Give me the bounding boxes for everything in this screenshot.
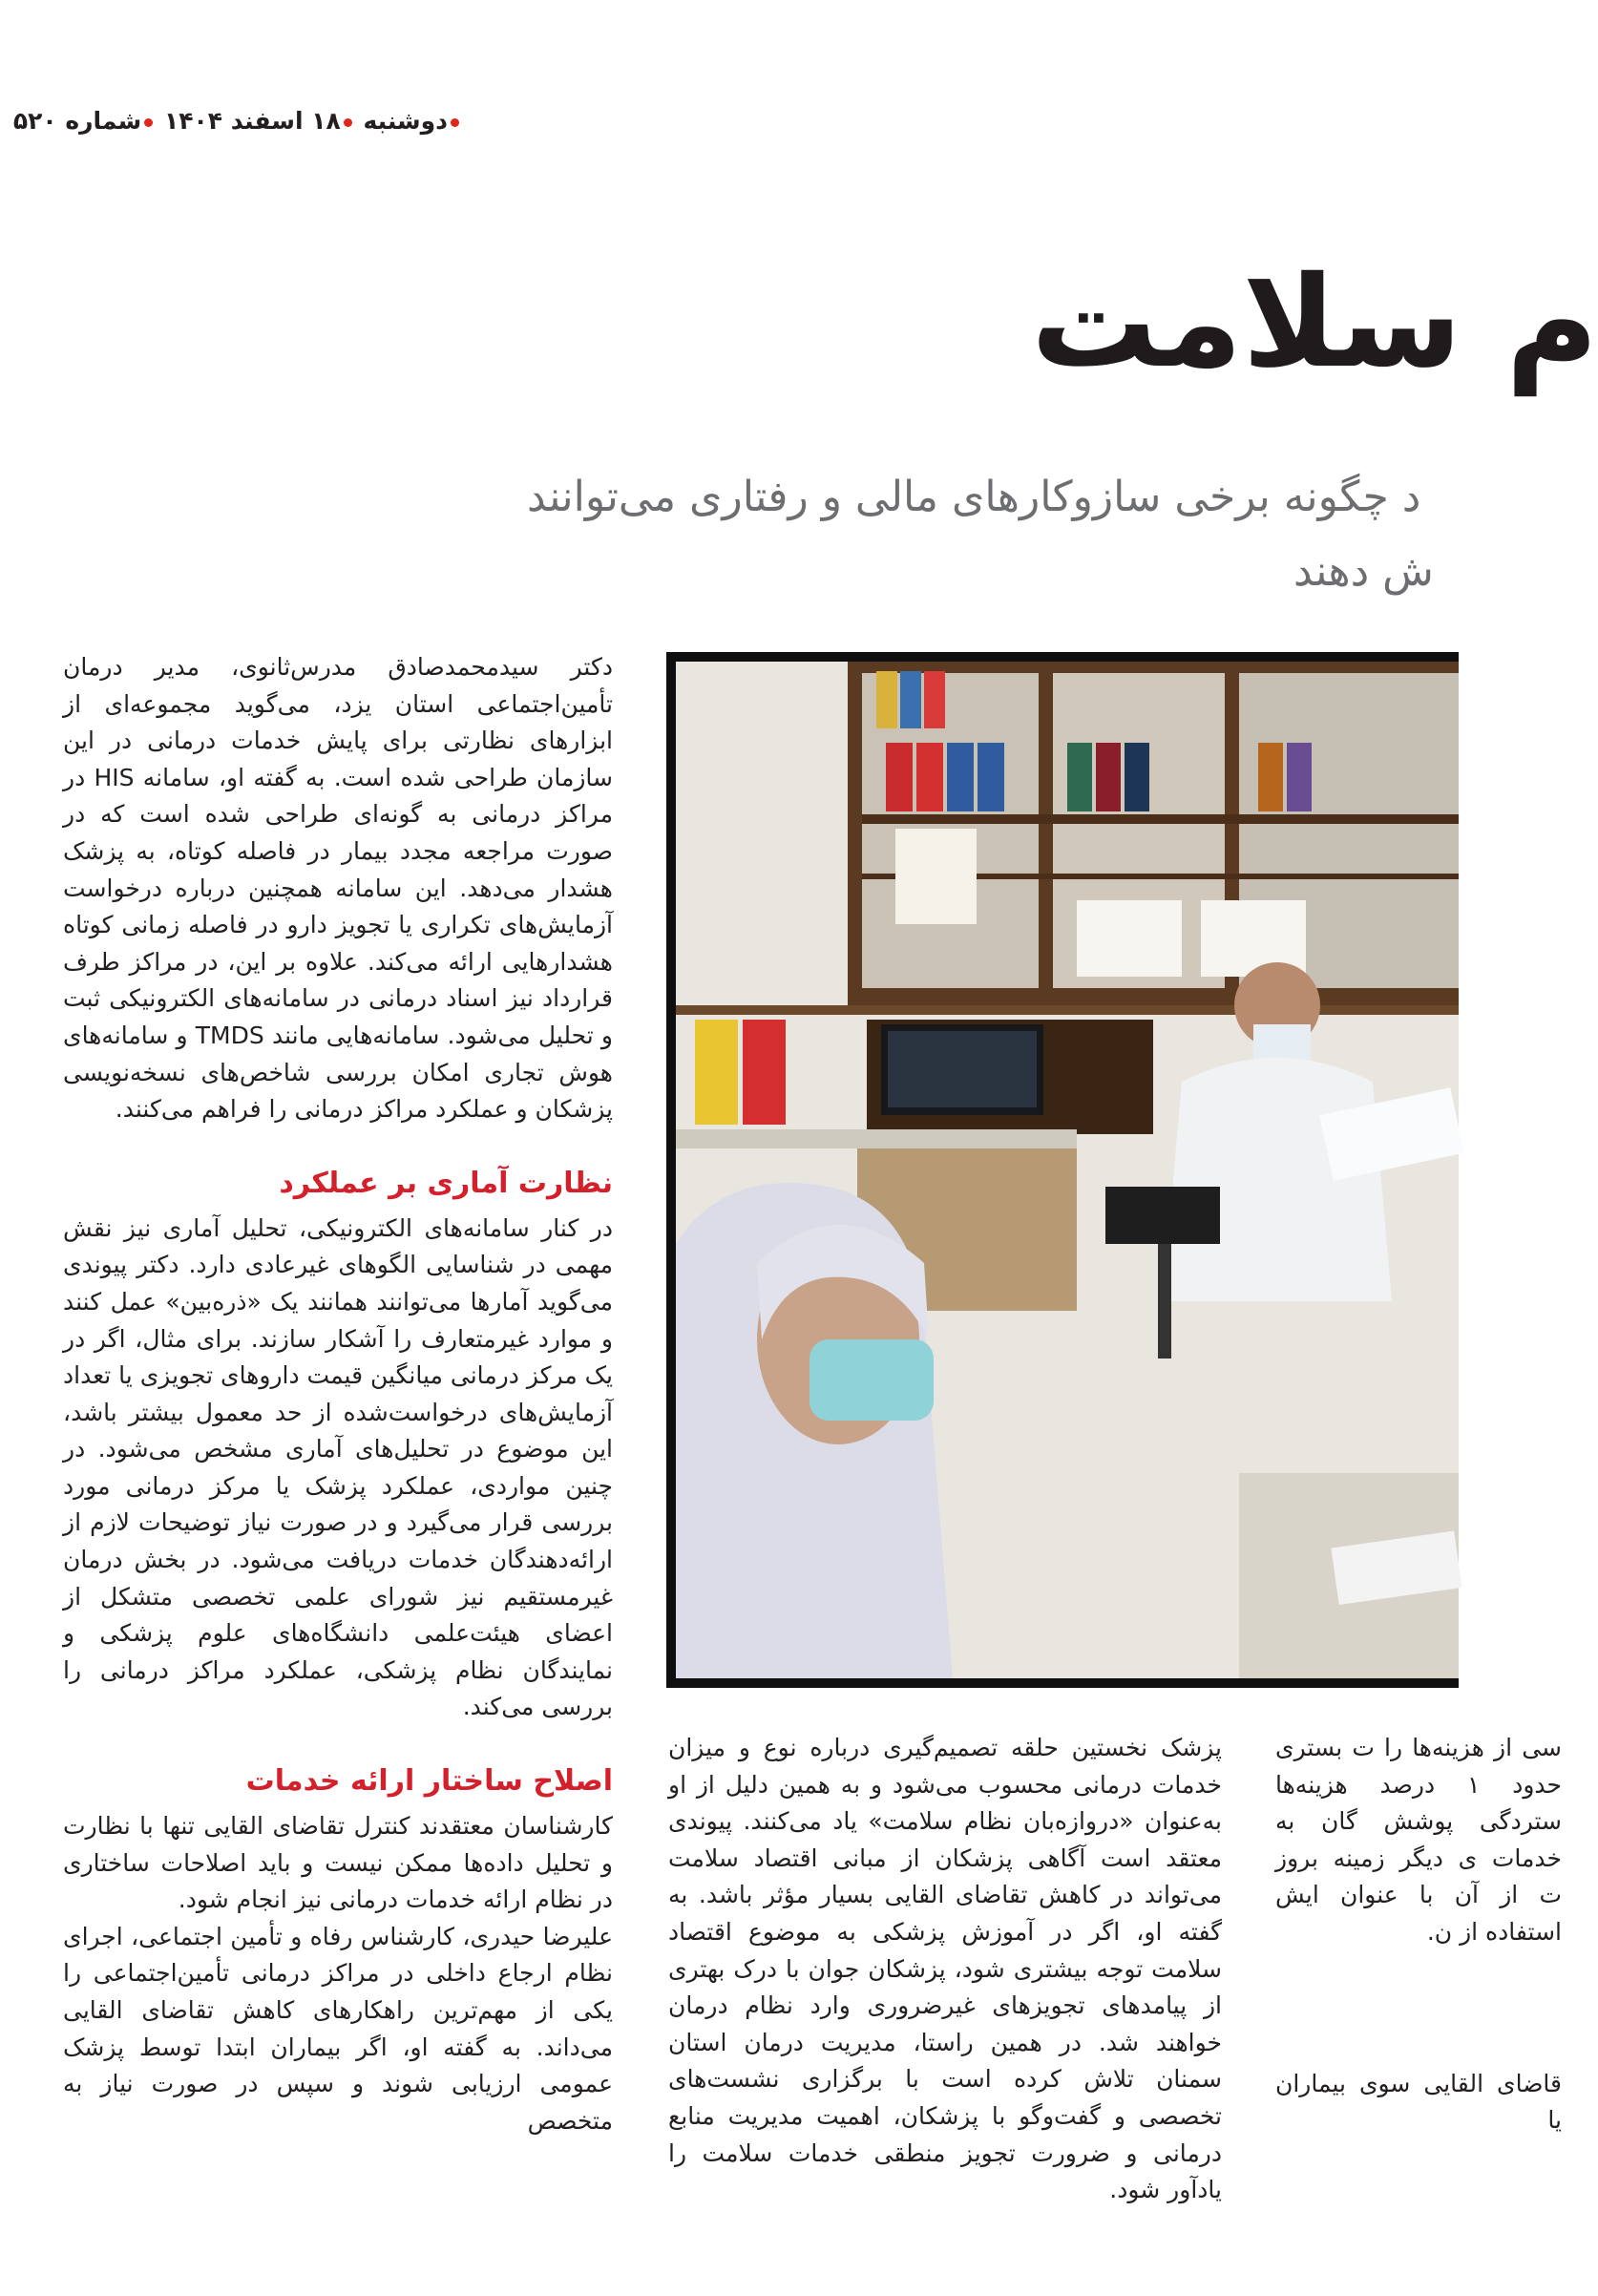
section-paragraph: علیرضا حیدری، کارشناس رفاه و تأمین اجتماعی، اجرای نظام ارجاع داخلی در مراکز درمانی تأمین‌اجتماعی را یکی از مهم‌ترین راهکارهای کاهش تقاضای القایی می‌داند. به گفته او، اگر بیماران ابتدا توسط پزشک عمومی ارزیابی شوند و سپس در صورت نیاز به متخصص: [63, 1922, 613, 2135]
dateline-day: دوشنبه: [363, 107, 448, 135]
photo-clinic-icon: [666, 652, 1459, 1688]
body-paragraph: قاضای القایی سوی بیماران یا: [1275, 2069, 1562, 2135]
clinic-photo: [666, 652, 1459, 1688]
body-paragraph: پزشک نخستین حلقه تصمیم‌گیری درباره نوع و میزان خدمات درمانی محسوب می‌شود و به همین دلیل از او به‌عنوان «دروازه‌بان نظام سلامت» یاد می‌کنند. پیوندی معتقد است آگاهی پزشکان از مبانی اقتصاد سلامت می‌تواند در کاهش تقاضای القایی بسیار مؤثر باشد. به گفته او، اگر در آموزش پزشکی به موضوع اقتصاد سلامت توجه بیشتری شود، پزشکان جوان با درک بهتری از پیامدهای تجویزهای غیرضروری وارد نظام درمان خواهند شد. در همین راستا، مدیریت درمان استان سمنان تلاش کرده است با برگزاری نشست‌های تخصصی و گفت‌وگو با پزشکان، اهمیت مدیریت منابع درمانی و ضرورت تجویز منطقی خدمات سلامت را یادآور شود.: [668, 1734, 1222, 2204]
bullet-icon: [451, 118, 459, 127]
body-paragraph: سی از هزینه‌ها را ت بستری حدود ۱ درصد هزینه‌ها سترد‌گی پوشش گان به خدمات ی دیگر زمینه بروز ت از آن با عنوان ایش استفاده از ن.: [1275, 1734, 1562, 1946]
intro-paragraph: دکتر سیدمحمدصادق مدرس‌ثانوی، مدیر درمان تأمین‌اجتماعی استان یزد، می‌گوید مجموعه‌ای از ابزارهای نظارتی برای پایش خدمات درمانی در این سازمان طراحی شده است. به گفته او، سامانه HIS در مراکز درمانی به گونه‌ای طراحی شده است که در صورت مراجعه مجدد بیمار در فاصله کوتاه، به پزشک هشدار می‌دهد. این سامانه همچنین درباره درخواست آزمایش‌های تکراری یا تجویز دارو در فاصله زمانی کوتاه هشدارهایی ارائه می‌کند. علاوه بر این، در مراکز طرف قرارداد نیز اسناد درمانی در سامانه‌های الکترونیکی ثبت و تحلیل می‌شود. سامانه‌هایی مانند TMDS و سامانه‌های هوش تجاری امکان بررسی شاخص‌های نسخه‌نویسی پزشکان و عملکرد مراکز درمانی را فراهم می‌کنند.: [63, 653, 613, 1124]
subheadline-line-1: د چگونه برخی سازوکارهای مالی و رفتاری می‌توانند: [527, 473, 1421, 521]
subheadline-line-2: ش دهند: [1293, 547, 1434, 596]
section-heading-structural-reform: اصلاح ساختار ارائه خدمات: [245, 1764, 613, 1799]
dateline-date: ۱۸ اسفند ۱۴۰۴: [163, 107, 341, 135]
section-paragraph: در کنار سامانه‌های الکترونیکی، تحلیل آماری نیز نقش مهمی در شناسایی الگوهای غیرعادی دارد. دکتر پیوندی می‌گوید آمارها می‌توانند همانند یک «ذره‌بین» عمل کنند و موارد غیرمتعارف را آشکار سازند. برای مثال، اگر در یک مرکز درمانی میانگین قیمت داروهای تجویزی یا تعداد آزمایش‌های درخواست‌شده از حد معمول بیشتر باشد، این موضوع در تحلیل‌های آماری مشخص می‌شود. در چنین مواردی، عملکرد پزشک یا مرکز درمانی مورد بررسی قرار می‌گیرد و در صورت نیاز توضیحات لازم از ارائه‌دهندگان خدمات دریافت می‌شود. در بخش درمان غیرمستقیم نیز شورای علمی تخصصی متشکل از اعضای هیئت‌علمی دانشگاه‌های علوم پزشکی و نمایندگان نظام پزشکی، عملکرد مراکز درمانی را بررسی می‌کند.: [63, 1213, 613, 1721]
middle-column: [668, 1730, 1222, 2209]
right-column: [1275, 1730, 1562, 2139]
dateline: [12, 107, 462, 135]
page-headline: م سلامت: [1031, 249, 1598, 396]
section-paragraph: کارشناسان معتقدند کنترل تقاضای القایی تنها با نظارت و تحلیل داده‌ها ممکن نیست و باید اصلاحات ساختاری در نظام ارائه خدمات درمانی نیز انجام شود.: [63, 1812, 613, 1914]
dateline-issue: شماره ۵۲۰: [12, 107, 142, 135]
left-column: [63, 649, 613, 2139]
section-heading-statistical-oversight: نظارت آماری بر عملکرد: [279, 1166, 613, 1200]
bullet-icon: [344, 118, 352, 127]
bullet-icon: [144, 118, 153, 127]
